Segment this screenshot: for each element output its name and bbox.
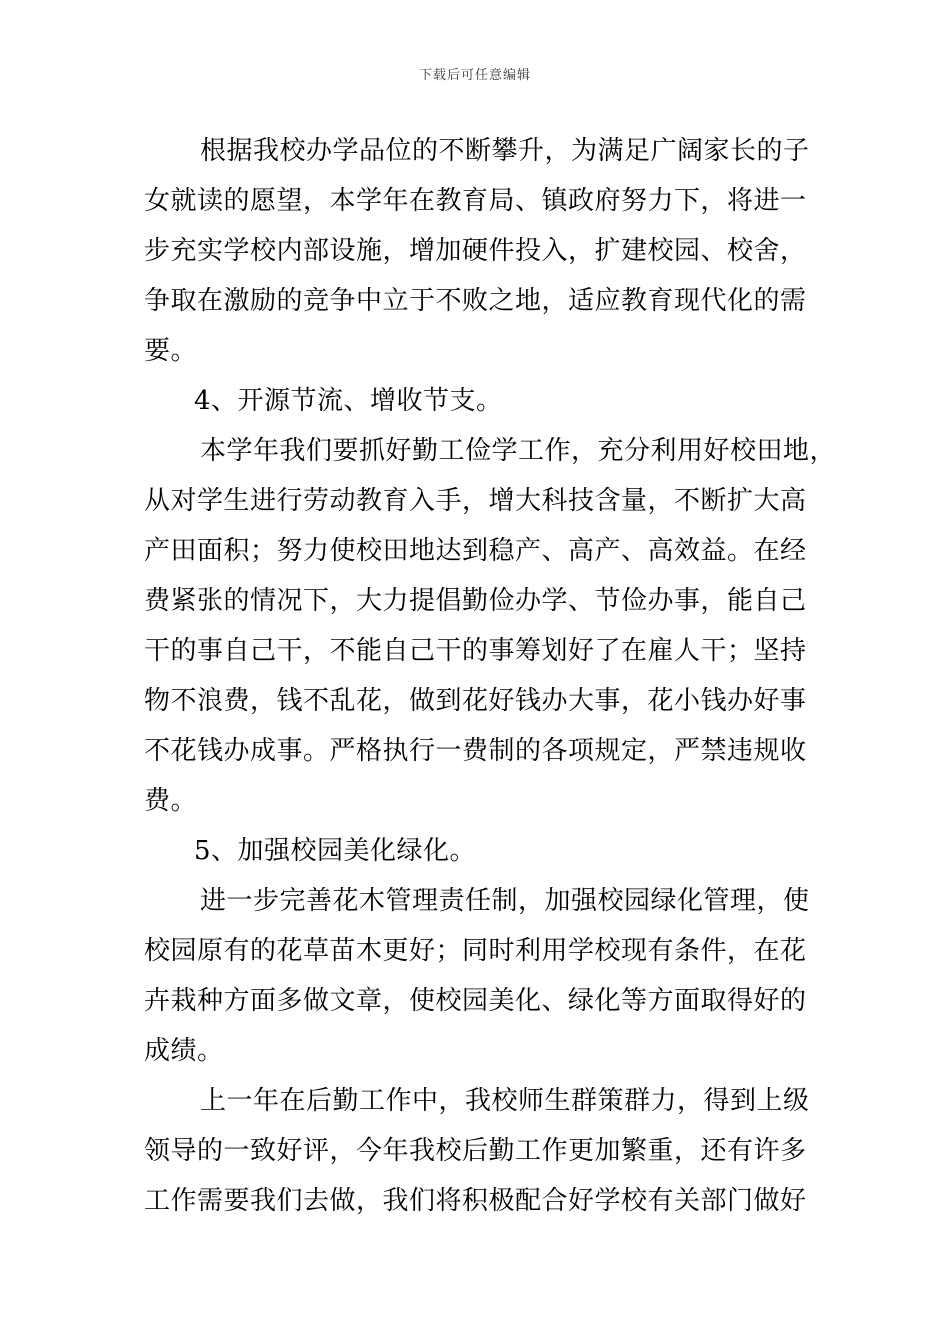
text-line: 争取在激励的竞争中立于不败之地，适应教育现代化的需 bbox=[144, 286, 807, 316]
text-line: 物不浪费，钱不乱花，做到花好钱办大事，花小钱办好事 bbox=[144, 686, 807, 716]
text-line: 5、加强校园美化绿化。 bbox=[194, 836, 477, 866]
text-line: 从对学生进行劳动教育入手，增大科技含量，不断扩大高 bbox=[144, 486, 807, 516]
text-line: 卉栽种方面多做文章，使校园美化、绿化等方面取得好的 bbox=[144, 986, 807, 1016]
text-line: 根据我校办学品位的不断攀升，为满足广阔家长的子 bbox=[200, 136, 810, 166]
text-line: 不花钱办成事。严格执行一费制的各项规定，严禁违规收 bbox=[144, 736, 807, 766]
text-line: 领导的一致好评，今年我校后勤工作更加繁重，还有许多 bbox=[144, 1136, 807, 1166]
text-line: 步充实学校内部设施，增加硬件投入，扩建校园、校舍， bbox=[144, 236, 807, 266]
text-line: 干的事自己干，不能自己干的事筹划好了在雇人干；坚持 bbox=[144, 636, 807, 666]
text-line: 费。 bbox=[144, 786, 198, 816]
text-line: 要。 bbox=[144, 336, 198, 366]
text-line: 成绩。 bbox=[144, 1036, 224, 1066]
document-body bbox=[144, 126, 837, 1226]
text-line: 4、开源节流、增收节支。 bbox=[194, 386, 503, 416]
text-line: 费紧张的情况下，大力提倡勤俭办学、节俭办事，能自己 bbox=[144, 586, 807, 616]
text-line: 本学年我们要抓好勤工俭学工作，充分利用好校田地， bbox=[200, 436, 837, 466]
text-line: 进一步完善花木管理责任制，加强校园绿化管理，使 bbox=[200, 886, 810, 916]
page-header: 下载后可任意编辑 bbox=[418, 68, 531, 83]
text-line: 工作需要我们去做，我们将积极配合好学校有关部门做好 bbox=[144, 1186, 807, 1216]
text-line: 产田面积；努力使校田地达到稳产、高产、高效益。在经 bbox=[144, 536, 807, 566]
text-line: 校园原有的花草苗木更好；同时利用学校现有条件，在花 bbox=[144, 936, 807, 966]
text-line: 女就读的愿望，本学年在教育局、镇政府努力下，将进一 bbox=[144, 186, 807, 216]
text-line: 上一年在后勤工作中，我校师生群策群力，得到上级 bbox=[200, 1086, 810, 1116]
